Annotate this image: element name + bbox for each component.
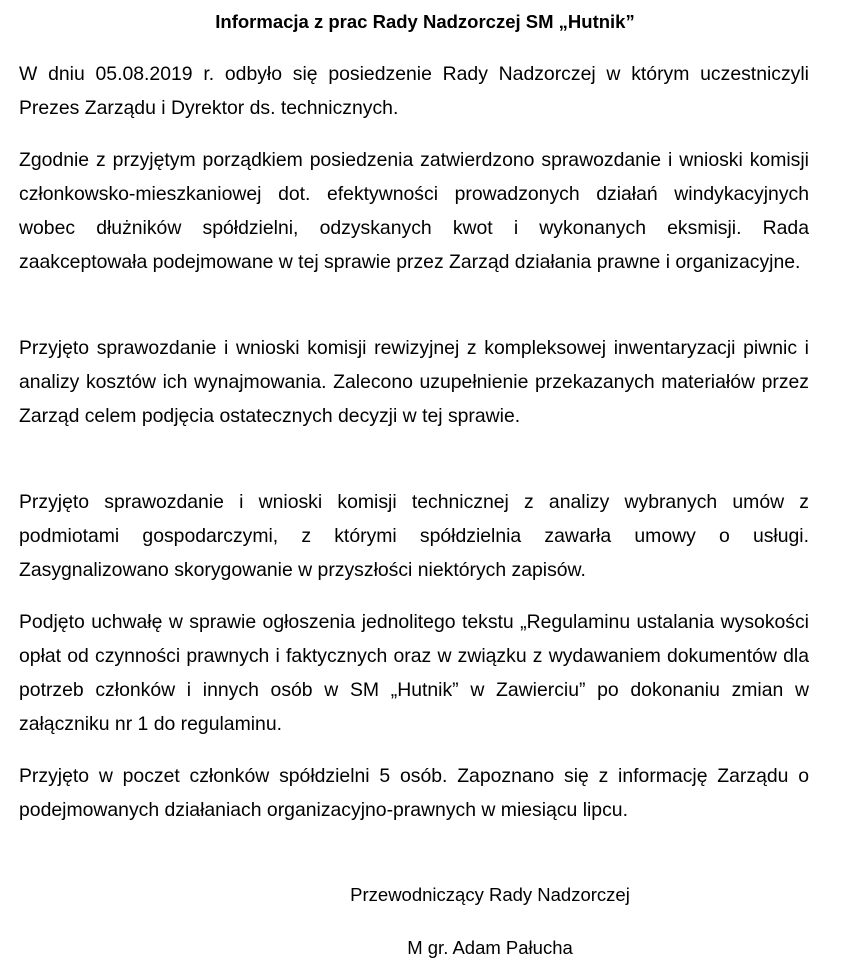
paragraph-audit-committee: Przyjęto sprawozdanie i wnioski komisji rewizyjnej z kompleksowej inwentaryzacji piwnic i analizy kosztów ich wynajmowania. Zalecono uzupełnienie przekazanych materiałów przez Zarząd celem podjęcia ostatecznych decyzji w tej sprawie. <box>19 337 809 427</box>
paragraph-technical-committee: Przyjęto sprawozdanie i wnioski komisji technicznej z analizy wybranych umów z podmiotami gospodarczymi, z którymi spółdzielnia zawarła umowy o usługi. Zasygnalizowano skorygowanie w przyszłości niektórych zapisów. <box>19 491 809 581</box>
paragraph-regulation-resolution: Podjęto uchwałę w sprawie ogłoszenia jednolitego tekstu „Regulaminu ustalania wysokości opłat od czynności prawnych i faktycznych oraz w związku z wydawaniem dokumentów dla potrzeb członków i innych osób w SM „Hutnik” w Zawierciu” po dokonaniu zmian w załączniku nr 1 do regulaminu. <box>19 611 809 735</box>
paragraph-housing-committee: Zgodnie z przyjętym porządkiem posiedzenia zatwierdzono sprawozdanie i wnioski komisji członkowsko-mieszkaniowej dot. efektywności prowadzonych działań windykacyjnych wobec dłużników spółdzielni, odzyskanych kwot i wykonanych eksmisji. Rada zaakceptowała podejmowane w tej sprawie przez Zarząd działania prawne i organizacyjne. <box>19 149 809 273</box>
paragraph-meeting-info: W dniu 05.08.2019 r. odbyło się posiedzenie Rady Nadzorczej w którym uczestniczyli Prezes Zarządu i Dyrektor ds. technicznych. <box>19 63 809 119</box>
paragraph-new-members: Przyjęto w poczet członków spółdzielni 5 osób. Zapoznano się z informację Zarządu o podejmowanych działaniach organizacyjno-prawnych w miesiącu lipcu. <box>19 765 809 821</box>
signature-role: Przewodniczący Rady Nadzorczej <box>350 884 630 905</box>
document-title: Informacja z prac Rady Nadzorczej SM „Hutnik” <box>215 11 635 32</box>
signature-name: M gr. Adam Pałucha <box>407 937 573 958</box>
